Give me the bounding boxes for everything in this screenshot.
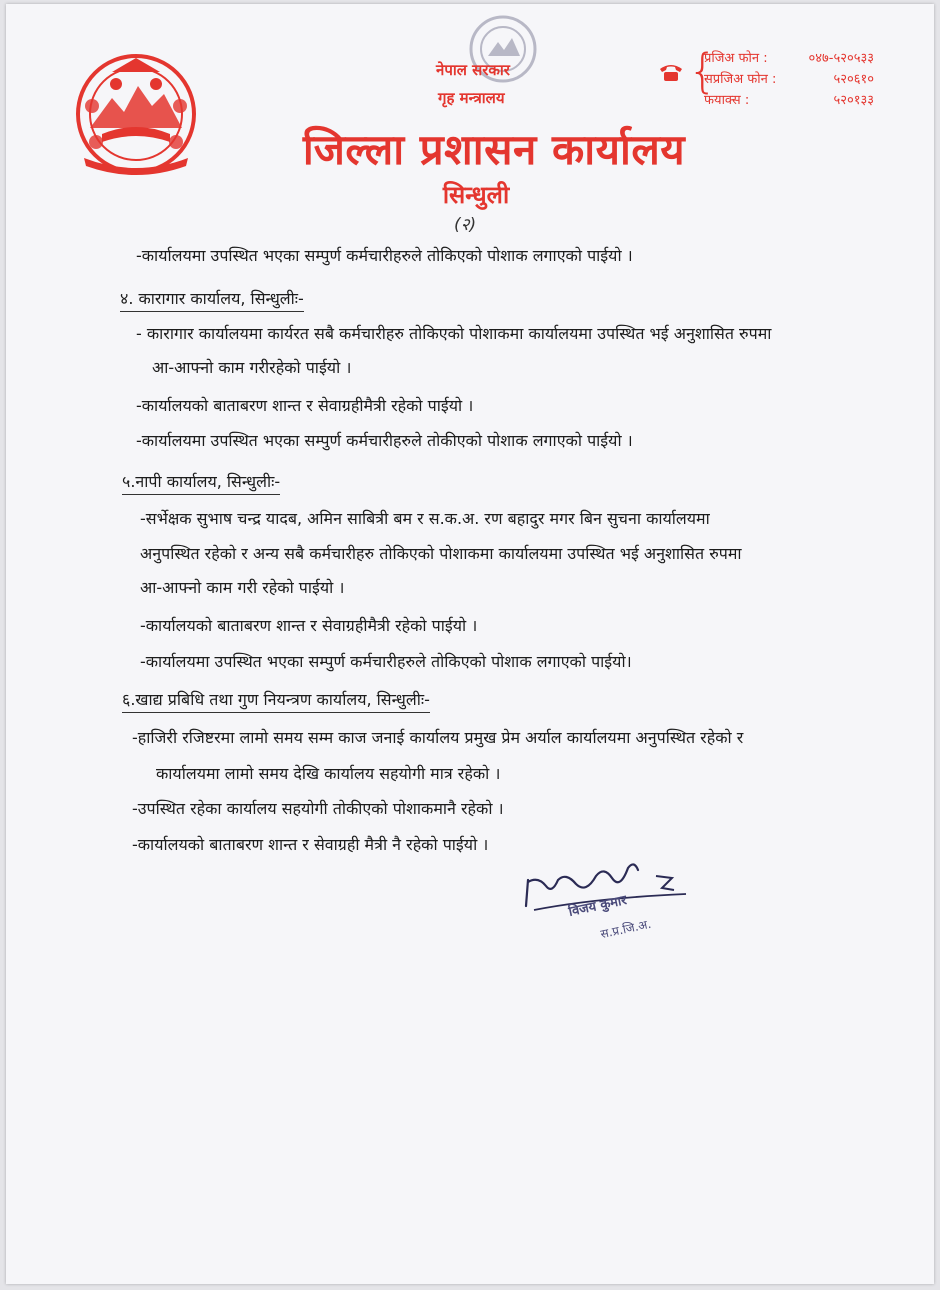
body-line: आ-आफ्नो काम गरीरहेको पाईयो । [152, 358, 352, 377]
district-name: सिन्धुली [442, 181, 510, 209]
contact-row: सप्रजिअ फोन : ५२०६१० [704, 72, 874, 87]
signature [516, 850, 696, 950]
body-line: -सर्भेक्षक सुभाष चन्द्र यादब, अमिन साबित्री बम र स.क.अ. रण बहादुर मगर बिन सुचना कार्यालयमा [140, 509, 710, 528]
document-page [6, 4, 934, 1284]
body-line: -हाजिरी रजिष्टरमा लामो समय सम्म काज जनाई कार्यालय प्रमुख प्रेम अर्याल कार्यालयमा अनुपस्थित रहेको र [132, 728, 744, 747]
section-heading: ६.खाद्य प्रबिधि तथा गुण नियन्त्रण कार्यालय, सिन्धुलीः- [122, 688, 430, 713]
page-number: (२) [454, 215, 477, 235]
body-line: -कार्यालयमा उपस्थित भएका सम्पुर्ण कर्मचारीहरुले तोकिएको पोशाक लगाएको पाईयो । [136, 246, 633, 265]
signatory-title: स.प्र.जि.अ. [599, 916, 653, 942]
section-heading: ५.नापी कार्यालय, सिन्धुलीः- [122, 470, 280, 495]
government-name: नेपाल सरकार [436, 61, 510, 79]
body-line: कार्यालयमा लामो समय देखि कार्यालय सहयोगी मात्र रहेको । [156, 764, 501, 783]
body-line: -कार्यालयमा उपस्थित भएका सम्पुर्ण कर्मचारीहरुले तोकीएको पोशाक लगाएको पाईयो । [136, 431, 633, 450]
body-line: -कार्यालयको बाताबरण शान्त र सेवाग्रही मैत्री नै रहेको पाईयो । [132, 835, 489, 854]
contact-block [658, 44, 878, 108]
body-line: -कार्यालयमा उपस्थित भएका सम्पुर्ण कर्मचारीहरुले तोकिएको पोशाक लगाएको पाईयो। [140, 652, 632, 671]
contact-row: फयाक्स : ५२०१३३ [704, 93, 874, 108]
body-line: आ-आफ्नो काम गरी रहेको पाईयो । [140, 578, 345, 597]
signatory-name: विजय कुमार [567, 893, 628, 920]
body-line: अनुपस्थित रहेको र अन्य सबै कर्मचारीहरु तोकिएको पोशाकमा कार्यालयमा उपस्थित भई अनुशासित रुपमा [140, 544, 742, 563]
section-heading: ४. कारागार कार्यालय, सिन्धुलीः- [120, 287, 304, 312]
telephone-icon [658, 62, 684, 82]
ministry-name: गृह मन्त्रालय [438, 89, 505, 107]
body-line: -कार्यालयको बाताबरण शान्त र सेवाग्रहीमैत्री रहेको पाईयो । [140, 616, 478, 635]
contact-row: प्रजिअ फोन : ०४७-५२०५३३ [704, 51, 874, 66]
body-line: -कार्यालयको बाताबरण शान्त र सेवाग्रहीमैत्री रहेको पाईयो । [136, 396, 474, 415]
contact-brace: { [688, 44, 718, 98]
office-title: जिल्ला प्रशासन कार्यालय [302, 125, 686, 174]
nepal-emblem-icon [72, 50, 200, 176]
body-line: - कारागार कार्यालयमा कार्यरत सबै कर्मचारीहरु तोकिएको पोशाकमा कार्यालयमा उपस्थित भई अनुशासित रुपमा [136, 324, 772, 343]
body-line: -उपस्थित रहेका कार्यालय सहयोगी तोकीएको पोशाकमानै रहेको । [132, 799, 504, 818]
